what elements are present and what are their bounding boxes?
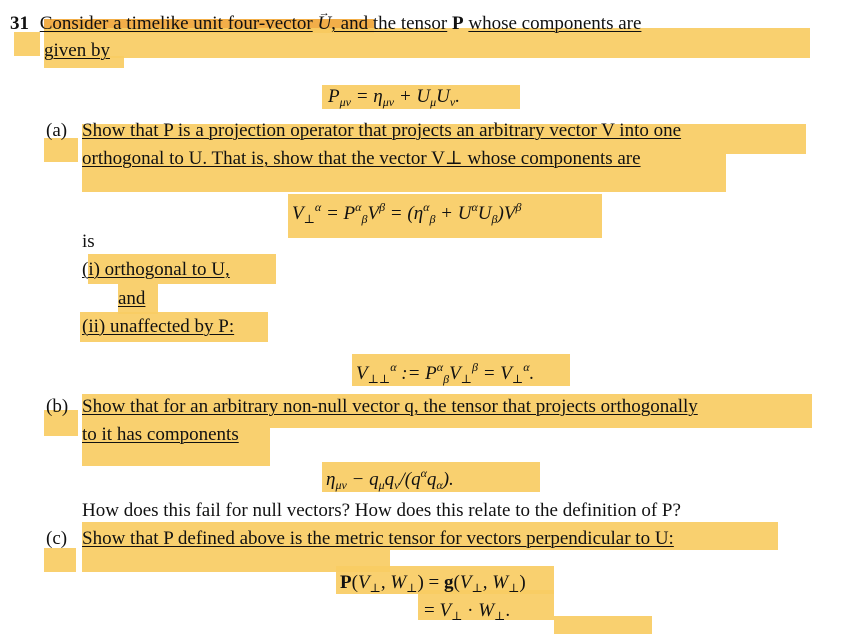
part-a-item-i: (i) orthogonal to U, [82,259,230,280]
equation-metric-1: $P(V_\perp$, $W_\perp) = g(V_\perp$, $W_\perp$) [340,572,526,595]
tensor-P: P [452,13,464,34]
problem-intro-text: Consider a timelike unit four-vector [39,13,313,34]
equation-projection: $V_\perp^\alpha = P^\alpha_\beta V^\beta = (\eta^\alpha_\beta + U^\alpha U_\beta)V^\beta$ [292,200,522,226]
part-a-line2: orthogonal to U. That is, show that the vector V⊥ whose components are [82,148,641,169]
equation-metric-2: = $V_\perp \cdot W_\perp$. [424,600,511,623]
part-c-label: (c) [46,528,68,549]
part-b-line2: to it has components [82,424,239,445]
part-a-line1: Show that P is a projection operator that projects an arbitrary vector V into one [82,120,682,141]
part-b-line1: Show that for an arbitrary non-null vector q, the tensor that projects orthogonally [82,396,698,417]
part-b-question: How does this fail for null vectors? How does this relate to the definition of P? [82,500,681,521]
problem-intro-tail: whose components are [468,13,642,34]
vector-U: → U [317,13,331,35]
part-c-line1: Show that P defined above is the metric tensor for vectors perpendicular to U: [82,528,674,549]
part-a-is: is [82,231,95,252]
equation-idempotent: $V_{\perp\perp}^\alpha$ := $P^\alpha_\beta V_\perp^\beta = V_\perp^\alpha$. [356,360,535,386]
part-a-label: (a) [46,120,68,141]
problem-intro-mid: , and the tensor [331,13,448,34]
part-b-label: (b) [46,396,69,417]
part-a-item-ii: (ii) unaffected by P: [82,316,235,337]
problem-number: 31 [10,13,29,34]
problem-intro-line2: given by [44,40,110,61]
equation-P: $P_{\mu\nu} = \eta_{\mu\nu} + U_\mu U_\nu$. [328,86,460,109]
part-a-and: and [118,288,146,309]
equation-orthogonal-projector: $\eta_{\mu\nu} - q_\mu q_\nu/(q^\alpha q_\alpha)$. [326,466,454,492]
problem-intro-line1 [10,13,806,35]
